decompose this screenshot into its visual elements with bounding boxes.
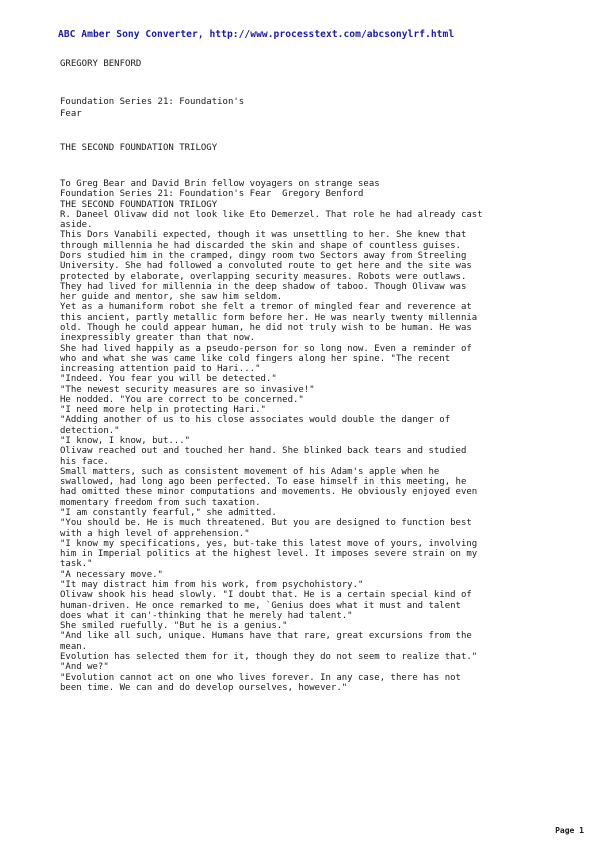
- body-line: human-driven. He once remarked to me, `Genius does what it must and talent: [60, 600, 461, 611]
- body-line: They had lived for millennia in the deep shadow of taboo. Though Olivaw was: [60, 281, 467, 292]
- body-line: "Indeed. You fear you will be detected.": [60, 374, 277, 385]
- body-line: "I know my specifications, yes, but-take this latest move of yours, involving: [60, 538, 478, 549]
- body-line: "I know, I know, but...": [60, 436, 191, 447]
- body-line: inexpressibly greater than that now.: [60, 333, 256, 344]
- body-line: him in Imperial politics at the highest level. It imposes severe strain on my: [60, 549, 478, 560]
- trilogy-heading: THE SECOND FOUNDATION TRILOGY: [60, 143, 218, 153]
- body-line: momentary freedom from such taxation.: [60, 497, 261, 508]
- body-line: "You should be. He is much threatened. But you are designed to function best: [60, 518, 472, 529]
- body-line: been time. We can and do develop ourselves, however.": [60, 682, 348, 693]
- body-line: swallowed, had long ago been perfected. To ease himself in this meeting, he: [60, 477, 467, 488]
- body-line: her guide and mentor, she saw him seldom.: [60, 292, 283, 303]
- body-line: "I am constantly fearful," she admitted.: [60, 508, 277, 518]
- body-line: This Dors Vanabili expected, though it was unsettling to her. She knew that: [60, 230, 467, 241]
- body-line: "Adding another of us to his close associates would double the danger of: [60, 415, 451, 426]
- body-line: She smiled ruefully. "But he is a genius.": [60, 621, 288, 632]
- body-line: To Greg Bear and David Brin fellow voyagers on strange seas: [60, 179, 380, 189]
- page-number: Page 1: [555, 826, 584, 835]
- body-line: Foundation Series 21: Foundation's Fear Gregory Benford: [60, 189, 364, 200]
- body-line: "A necessary move.": [60, 569, 163, 580]
- body-line: He nodded. "You are correct to be concerned.": [60, 394, 304, 405]
- body-line: task.": [60, 559, 93, 570]
- book-title-line: Foundation Series 21: Foundation's: [60, 97, 245, 107]
- body-line: Evolution has selected them for it, though they do not seem to realize that.": [60, 651, 478, 662]
- body-text: [60, 179, 590, 693]
- body-line: She had lived happily as a pseudo-person for so long now. Even a reminder of: [60, 343, 472, 354]
- body-line: protected by elaborate, overlapping security measures. Robots were outlaws.: [60, 271, 467, 282]
- body-line: does what it can'-thinking that he merely had talent.": [60, 610, 353, 621]
- body-line: University. She had followed a convoluted route to get here and the site was: [60, 261, 472, 272]
- body-line: Olivaw shook his head slowly. "I doubt that. He is a certain special kind of: [60, 590, 472, 601]
- body-line: "And like all such, unique. Humans have that rare, great excursions from the: [60, 631, 472, 642]
- body-line: this ancient, partly metallic form before her. He was nearly twenty millennia: [60, 312, 478, 323]
- body-line: "And we?": [60, 662, 109, 673]
- body-line: THE SECOND FOUNDATION TRILOGY: [60, 199, 218, 210]
- body-line: through millennia he had discarded the skin and shape of countless guises.: [60, 240, 461, 251]
- body-line: who and what she was came like cold fingers along her spine. "The recent: [60, 353, 451, 364]
- body-line: Yet as a humaniform robot she felt a tremor of mingled fear and reverence at: [60, 302, 472, 313]
- body-line: his face.: [60, 456, 109, 467]
- body-line: with a high level of apprehension.": [60, 528, 250, 539]
- book-title-line: Fear: [60, 109, 82, 120]
- body-line: had omitted these minor computations and movements. He obviously enjoyed even: [60, 487, 478, 498]
- author-name: GREGORY BENFORD: [60, 59, 142, 69]
- body-line: Small matters, such as consistent movement of his Adam's apple when he: [60, 466, 440, 477]
- body-line: Dors studied him in the cramped, dingy room two Sectors away from Streeling: [60, 250, 467, 261]
- body-line: "I need more help in protecting Hari.": [60, 405, 266, 416]
- converter-header-link[interactable]: ABC Amber Sony Converter, http://www.processtext.com/abcsonylrf.html: [58, 29, 455, 40]
- body-line: detection.": [60, 425, 120, 436]
- book-title: [60, 96, 244, 121]
- body-line: R. Daneel Olivaw did not look like Eto Demerzel. That role he had already cast: [60, 209, 483, 220]
- body-line: increasing attention paid to Hari...": [60, 364, 261, 375]
- body-line: old. Though he could appear human, he did not truly wish to be human. He was: [60, 322, 472, 333]
- body-line: aside.: [60, 220, 93, 231]
- body-line: "It may distract him from his work, from psychohistory.": [60, 579, 364, 590]
- body-line: mean.: [60, 641, 88, 652]
- body-line: "Evolution cannot act on one who lives forever. In any case, there has not: [60, 672, 461, 683]
- body-line: Olivaw reached out and touched her hand. She blinked back tears and studied: [60, 446, 467, 457]
- body-line: "The newest security measures are so invasive!": [60, 384, 315, 395]
